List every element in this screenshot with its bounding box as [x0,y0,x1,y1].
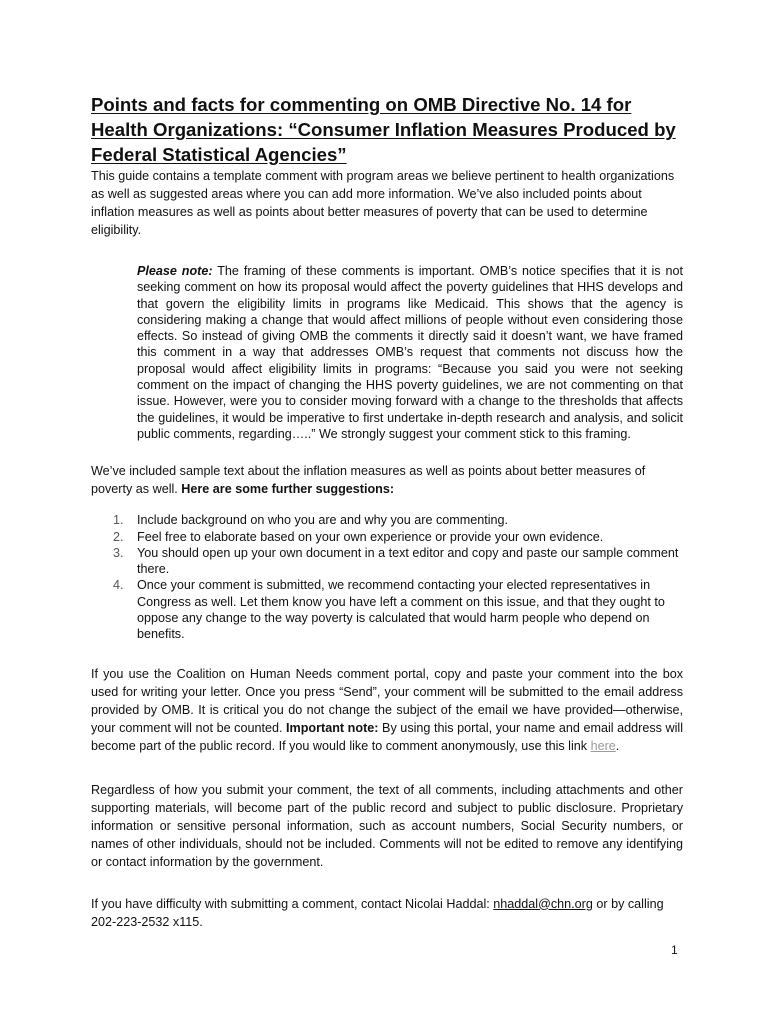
list-item-number: 2. [113,529,124,544]
sample-paragraph [91,462,683,498]
list-item-text: Feel free to elaborate based on your own experience or provide your own evidence. [137,529,604,544]
disclosure-paragraph: Regardless of how you submit your comment, the text of all comments, including attachments and other supporting materials, will become part of the public record and subject to public disclosure. Proprietary information or sensitive personal information, such as account numbers, Social Security numbers, or names of other individuals, should not be included. Comments will not be edited to remove any identifying or contact information by the government. [91,782,683,869]
list-item-text: You should open up your own document in a text editor and copy and paste our sample comment there. [137,545,679,577]
contact-email-link[interactable]: nhaddal@chn.org [493,896,593,911]
list-item-text: Once your comment is submitted, we recommend contacting your elected representatives in Congress as well. Let them know you have left a comment on this issue, and that they ought to oppose any change to the way poverty is calculated that would harm people who depend on benefits. [137,578,665,642]
contact-paragraph [91,895,683,931]
list-item-number: 1. [113,513,124,528]
portal-end: . [615,738,620,753]
list-item [91,529,683,545]
sample-text: We’ve included sample text about the inflation measures as well as points about better measures of poverty as well. [91,464,646,497]
list-item [91,545,683,578]
portal-paragraph [91,665,683,755]
list-item-number: 4. [113,578,124,593]
page-number: 1 [671,943,678,957]
framing-note [137,263,683,442]
list-item-text: Include background on who you are and why you are commenting. [137,513,509,528]
list-item-number: 3. [113,545,124,560]
portal-text: If you use the Coalition on Human Needs comment portal, copy and paste your comment into the box used for writing your letter. Once you press “Send”, your comment will be submitted to the email address provided by OMB. It is critical you do not change the subject of the email we have provided—otherwise, your comment will not be counted. [91,666,683,735]
important-note-label: Important note: [286,720,379,735]
anonymous-comment-link[interactable]: here [590,738,616,753]
portal-text-2: By using this portal, your name and email address will become part of the public record. If you would like to comment anonymously, use this link [91,720,683,753]
document-title: Points and facts for commenting on OMB Directive No. 14 for Health Organizations: “Consumer Inflation Measures Produced by Federal Statistical Agencies” [91,94,676,165]
intro-paragraph: This guide contains a template comment with program areas we believe pertinent to health organizations as well as suggested areas where you can add more information. We’ve also included points about inflation measures as well as points about better measures of poverty that can be used to determine eligibility. [91,169,675,237]
list-item [91,577,683,642]
sample-bold: Here are some further suggestions: [181,482,395,497]
document-page [91,92,683,931]
contact-text: If you have difficulty with submitting a comment, contact Nicolai Haddal: [91,896,494,911]
contact-text-2: or by calling 202-223-2532 x115. [91,896,664,929]
note-label: Please note: [137,264,213,278]
list-item [91,512,683,528]
note-text: The framing of these comments is important. OMB’s notice specifies that it is not seeking comment on how its proposal would affect the poverty guidelines that HHS develops and that govern the eligibility limits in programs like Medicaid. This shows that the agency is considering making a change that would affect millions of people without even considering those effects. So instead of giving OMB the comments it directly said it doesn’t want, we have framed this comment in a way that addresses OMB’s request that comments not discuss how the proposal would affect eligibility limits in programs: “Because you said you were not seeking comment on the impact of changing the HHS poverty guidelines, we are not commenting on that issue. However, were you to consider moving forward with a change to the thresholds that affects the guidelines, it would be imperative to first undertake in-depth research and analysis, and solicit public comments, regarding…..” We strongly suggest your comment stick to this framing. [137,264,683,441]
suggestions-list [91,512,683,642]
